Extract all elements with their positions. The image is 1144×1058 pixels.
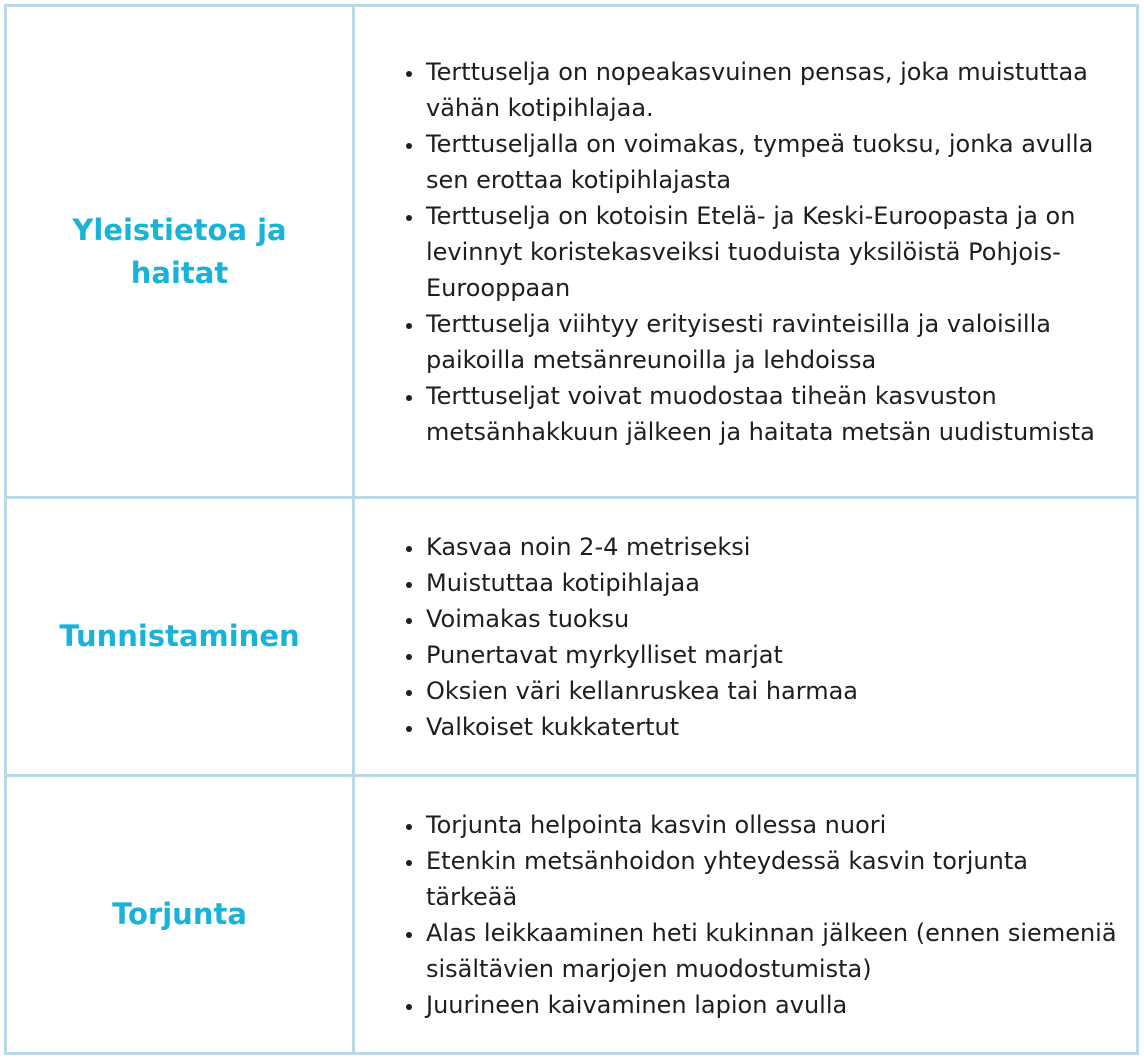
list-item: • Torjunta helpointa kasvin ollessa nuori xyxy=(425,807,1122,843)
bullet-list xyxy=(355,807,1122,1023)
section-heading: Yleistietoa ja haitat xyxy=(6,6,354,498)
list-item: • Valkoiset kukkatertut xyxy=(425,709,1122,745)
list-item: • Alas leikkaaminen heti kukinnan jälkeen (ennen siemeniä sisältävien marjojen muodostumista) xyxy=(425,915,1122,987)
section-content xyxy=(354,776,1138,1054)
bullet-list xyxy=(355,54,1122,450)
section-heading: Tunnistaminen xyxy=(6,498,354,776)
list-item: • Muistuttaa kotipihlajaa xyxy=(425,565,1122,601)
list-item: • Terttuselja on kotoisin Etelä- ja Keski-Euroopasta ja on levinnyt koristekasveiksi tuoduista yksilöistä Pohjois-Eurooppaan xyxy=(425,198,1122,306)
list-item: • Voimakas tuoksu xyxy=(425,601,1122,637)
list-item: • Punertavat myrkylliset marjat xyxy=(425,637,1122,673)
list-item: • Terttuseljalla on voimakas, tympeä tuoksu, jonka avulla sen erottaa kotipihlajasta xyxy=(425,126,1122,198)
list-item: • Etenkin metsänhoidon yhteydessä kasvin torjunta tärkeää xyxy=(425,843,1122,915)
info-table xyxy=(4,4,1139,1055)
list-item: • Juurineen kaivaminen lapion avulla xyxy=(425,987,1122,1023)
list-item: • Terttuselja viihtyy erityisesti ravinteisilla ja valoisilla paikoilla metsänreunoilla ja lehdoissa xyxy=(425,306,1122,378)
bullet-list xyxy=(355,529,1122,745)
section-row-identification xyxy=(6,498,1138,776)
list-item: • Kasvaa noin 2-4 metriseksi xyxy=(425,529,1122,565)
list-item: • Terttuselja on nopeakasvuinen pensas, joka muistuttaa vähän kotipihlajaa. xyxy=(425,54,1122,126)
list-item: • Terttuseljat voivat muodostaa tiheän kasvuston metsänhakkuun jälkeen ja haitata metsän uudistumista xyxy=(425,378,1122,450)
section-content xyxy=(354,6,1138,498)
section-content xyxy=(354,498,1138,776)
section-row-general xyxy=(6,6,1138,498)
list-item: • Oksien väri kellanruskea tai harmaa xyxy=(425,673,1122,709)
section-heading: Torjunta xyxy=(6,776,354,1054)
section-row-control xyxy=(6,776,1138,1054)
